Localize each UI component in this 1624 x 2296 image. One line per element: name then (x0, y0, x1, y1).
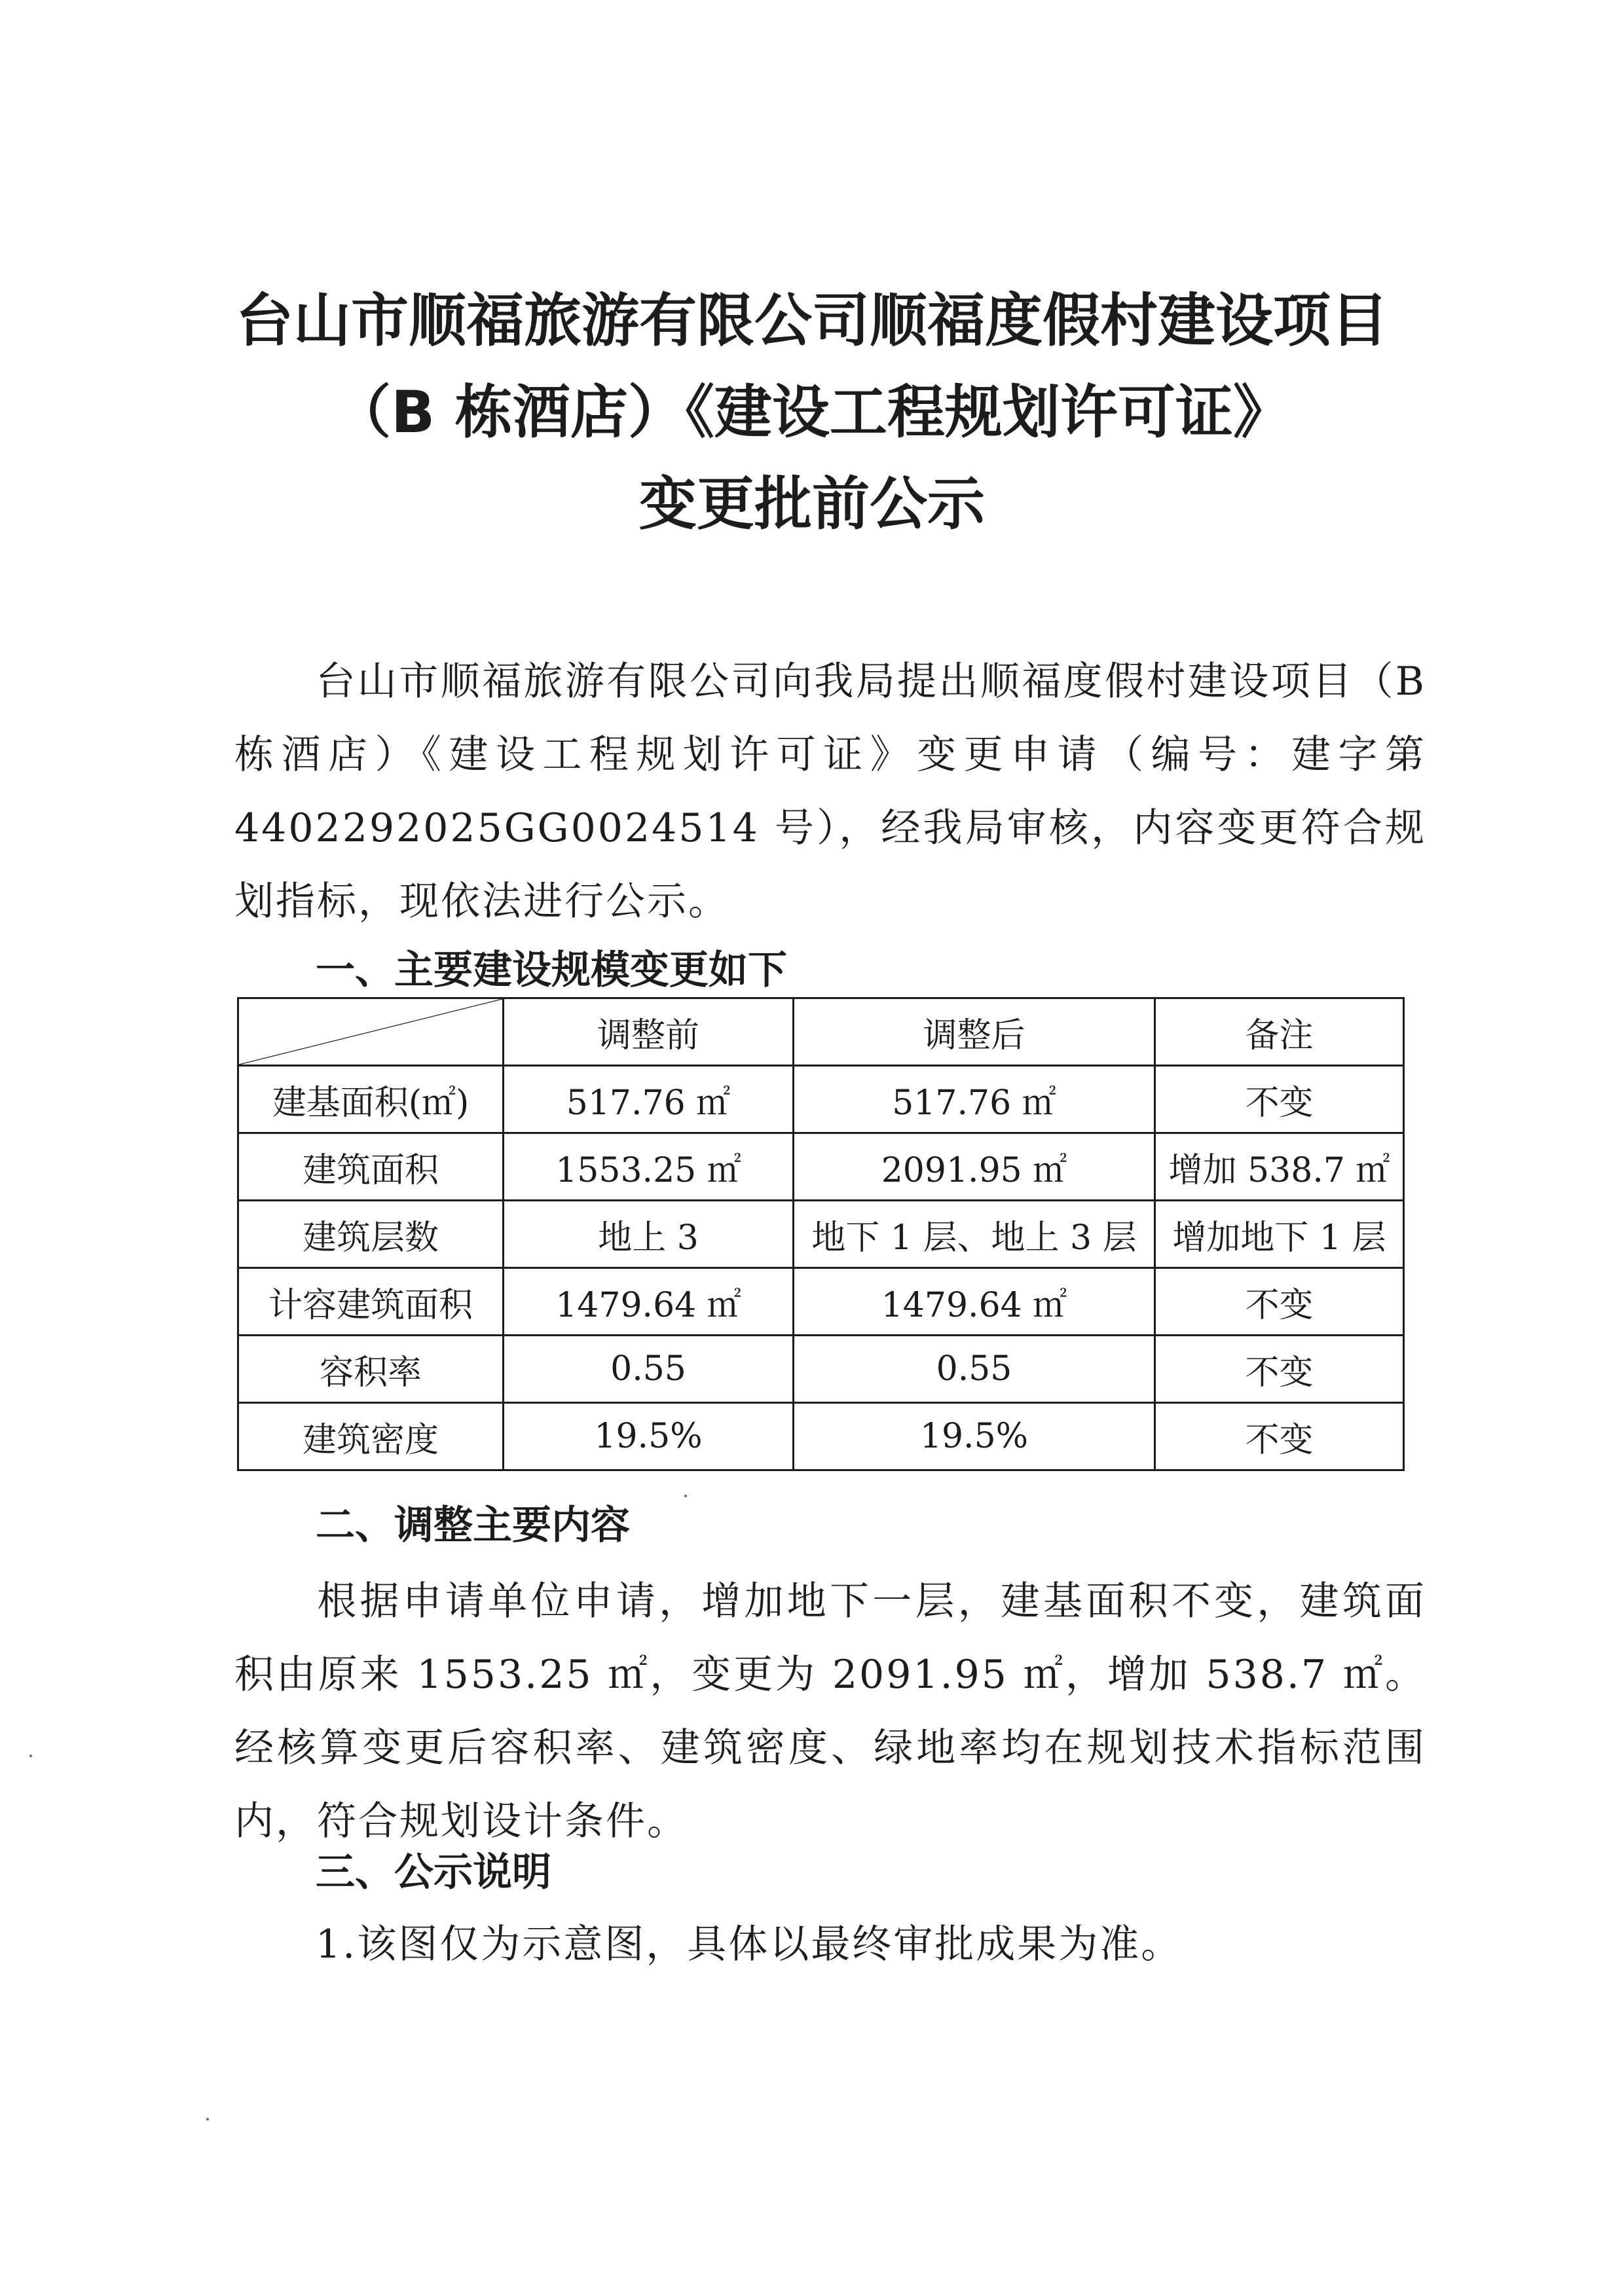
table-cell: 建筑密度 (238, 1403, 504, 1470)
table-row (238, 1201, 1404, 1268)
table-row (238, 1403, 1404, 1470)
section-2-text: 根据申请单位申请，增加地下一层，建基面积不变，建筑面积由原来 1553.25 ㎡，变更为 2091.95 ㎡，增加 538.7 ㎡。经核算变更后容积率、建筑密度、绿地率均在规划技术指标范围内，符合规划设计条件。 (234, 1578, 1426, 1844)
table-header-remark: 备注 (1155, 998, 1404, 1066)
table-cell: 建基面积(㎡) (238, 1066, 504, 1133)
table-cell: 1553.25 ㎡ (504, 1133, 794, 1201)
table-cell: 建筑层数 (238, 1201, 504, 1268)
table-cell: 不变 (1155, 1066, 1404, 1133)
document-title-line-1: 台山市顺福旅游有限公司顺福度假村建设项目 (235, 287, 1388, 354)
table-cell: 地下 1 层、地上 3 层 (794, 1201, 1155, 1268)
table-cell: 0.55 (504, 1336, 794, 1403)
diagonal-line (239, 999, 502, 1065)
section-2-heading: 二、调整主要内容 (316, 1503, 630, 1548)
table-cell: 不变 (1155, 1336, 1404, 1403)
table-cell: 容积率 (238, 1336, 504, 1403)
scan-speck (684, 1495, 687, 1497)
section-3-heading: 三、公示说明 (316, 1850, 551, 1895)
table-cell: 增加 538.7 ㎡ (1155, 1133, 1404, 1201)
table-cell: 1479.64 ㎡ (794, 1268, 1155, 1336)
document-title-line-2: （B 栋酒店）《建设工程规划许可证》 (333, 378, 1291, 446)
scale-change-table (237, 997, 1405, 1471)
table-cell: 517.76 ㎡ (794, 1066, 1155, 1133)
section-1-heading: 一、主要建设规模变更如下 (316, 947, 787, 993)
table-row (238, 1066, 1404, 1133)
section-2-paragraph (234, 1565, 1426, 1858)
section-3-item-1: 1.该图仅为示意图，具体以最终审批成果为准。 (316, 1922, 1183, 1967)
table-cell: 19.5% (504, 1403, 794, 1470)
table-cell: 517.76 ㎡ (504, 1066, 794, 1133)
table-cell: 地上 3 (504, 1201, 794, 1268)
table-cell: 不变 (1155, 1268, 1404, 1336)
table-row (238, 1336, 1404, 1403)
table-row (238, 1133, 1404, 1201)
table-cell: 建筑面积 (238, 1133, 504, 1201)
table-cell: 19.5% (794, 1403, 1155, 1470)
table-cell: 1479.64 ㎡ (504, 1268, 794, 1336)
table-header-row (238, 998, 1404, 1066)
table-cell: 2091.95 ㎡ (794, 1133, 1155, 1201)
table-cell: 计容建筑面积 (238, 1268, 504, 1336)
document-title-line-3: 变更批前公示 (638, 470, 985, 538)
scan-speck (29, 1755, 32, 1757)
intro-text: 台山市顺福旅游有限公司向我局提出顺福度假村建设项目（B 栋酒店）《建设工程规划许可证》变更申请（编号：建字第 4402292025GG0024514 号），经我局审核，内容变更符合规划指标，现依法进行公示。 (234, 659, 1426, 924)
table-cell: 增加地下 1 层 (1155, 1201, 1404, 1268)
table-header-after: 调整后 (794, 998, 1155, 1066)
table-corner-cell (238, 998, 504, 1066)
table-cell: 不变 (1155, 1403, 1404, 1470)
table-header-before: 调整前 (504, 998, 794, 1066)
intro-paragraph (234, 645, 1426, 938)
table-row (238, 1268, 1404, 1336)
scan-speck (206, 2118, 209, 2121)
table-cell: 0.55 (794, 1336, 1155, 1403)
